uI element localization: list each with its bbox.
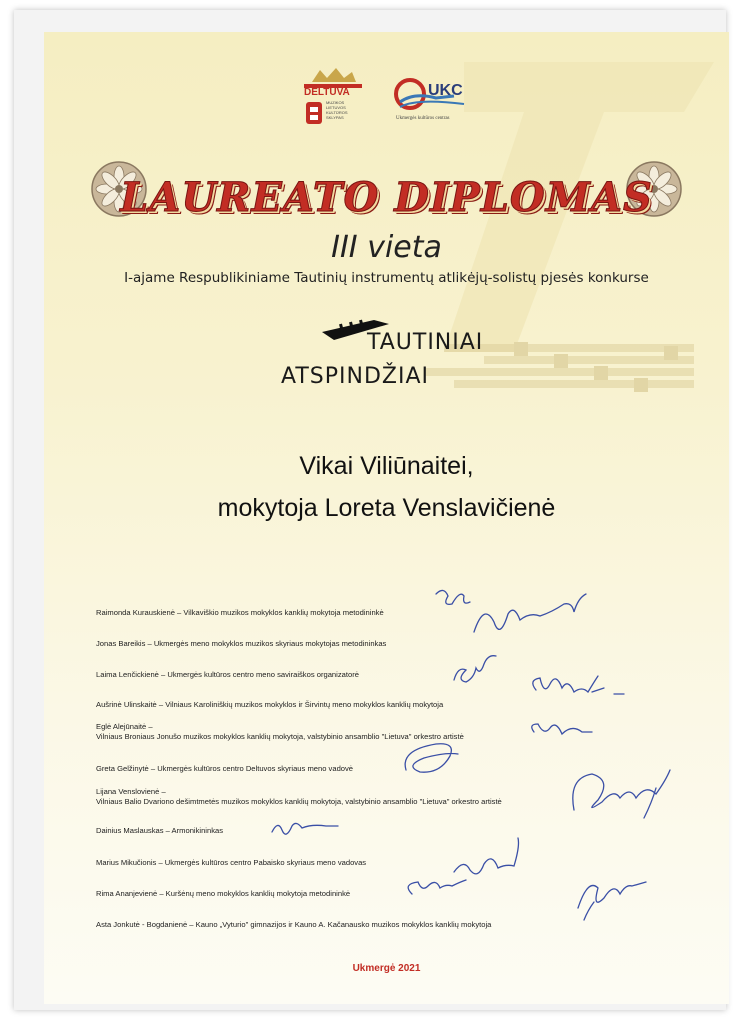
jury-member: Greta Gelžinytė – Ukmergės kultūros centro Deltuvos skyriaus meno vadovė [96,764,354,773]
ukc-name: UKC [428,82,463,99]
place-label: III vieta [331,230,442,265]
signature [573,770,670,818]
recipient-name: Vikai Viliūnaitei, [299,452,474,480]
diploma-paper [44,32,729,1004]
jury-member: Dainius Maslauskas – Armonikininkas [96,826,224,835]
signature [436,590,470,604]
signature [408,880,466,894]
signature [454,656,496,682]
competition-name: I-ajame Respublikiniame Tautinių instrumentų atlikėjų-solistų pjesės konkurse [124,270,649,286]
diploma-title: LAUREATO DIPLOMAS [120,174,653,221]
jury-member: Laima Lenčickienė – Ukmergės kultūros centro meno saviraiškos organizatorė [96,670,359,679]
deltuva-caption: MUZIKOS LIETUVOS KULTŪROS SKLYPAS [326,100,348,120]
jury-member: Rima Ananjevienė – Kuršėnų meno mokyklos kanklių mokytoja metodininkė [96,889,351,898]
signature [474,594,586,632]
jury-member: Jonas Bareikis – Ukmergės meno mokyklos muzikos skyriaus mokytojas metodininkas [96,639,387,648]
jury-member: Asta Jonkutė - Bogdanienė – Kauno „Vyturio" gimnazijos ir Kauno A. Kačanausko muzikos mokyklos kanklių mokytoja [96,920,492,929]
jury-member: Aušrinė Ulinskaitė – Vilniaus Karoliniškių muzikos mokyklos ir Širvintų meno mokyklos kanklių mokytoja [96,700,444,709]
brand-line-1: TAUTINIAI [367,330,484,355]
city-year: Ukmergė 2021 [352,963,421,974]
signatures [44,32,729,1004]
jury-member: Lijana Venslovienė – Vilniaus Balio Dvariono dešimtmetės muzikos mokyklos kanklių mokytoja, valstybinio ansamblio "Lietuva" orkestro artistė [96,787,502,806]
signature [578,882,646,920]
signature [533,676,624,694]
signature [532,724,592,734]
jury-member: Raimonda Kurauskienė – Vilkaviškio muzikos mokyklos kanklių mokytoja metodininkė [96,608,384,617]
signature [405,744,458,772]
signature [454,838,519,874]
brand-line-2: ATSPINDŽIAI [281,364,429,389]
deltuva-name: DELTUVA [304,87,350,98]
jury-member: Marius Mikučionis – Ukmergės kultūros centro Pabaisko skyriaus meno vadovas [96,858,367,867]
ukc-caption: Ukmergės kultūros centras [396,116,450,121]
document-frame [14,10,726,1010]
jury-member: Eglė Alejūnaitė – Vilniaus Broniaus Jonušo muzikos mokyklos kanklių mokytoja, valstybinio ansamblio "Lietuva" orkestro artistė [96,722,464,741]
teacher-name: mokytoja Loreta Venslavičienė [217,494,556,522]
signature [272,823,338,834]
